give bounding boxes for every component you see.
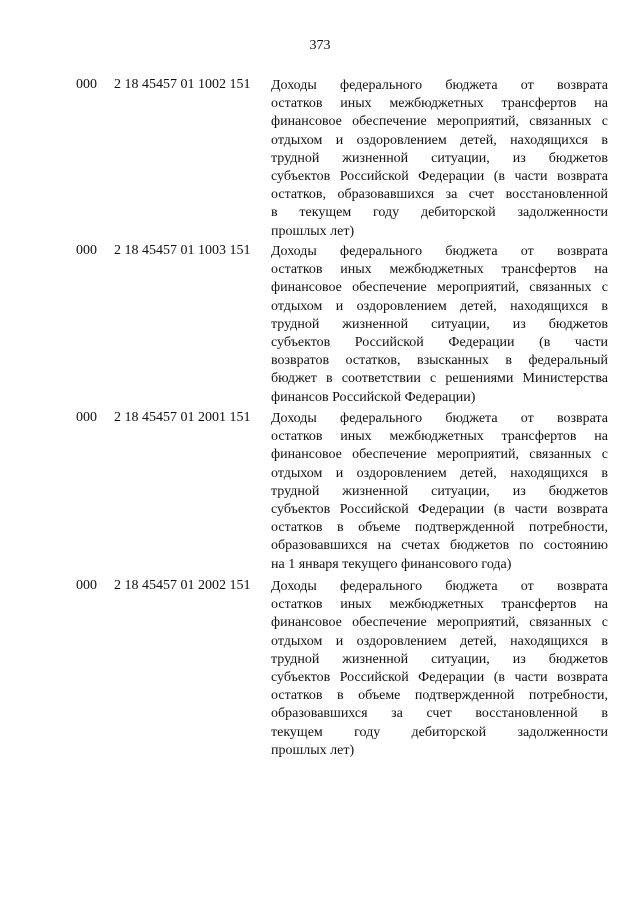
description-line: в текущем году дебиторской задолженности xyxy=(271,205,608,221)
description-line: трудной жизненной ситуации, из бюджетов xyxy=(271,483,608,499)
description-line: остатков иных межбюджетных трансфертов на xyxy=(271,262,608,278)
description-line: финансов Российской Федерации) xyxy=(271,389,476,405)
entry-row xyxy=(0,410,640,578)
description-line: образовавшихся за счет восстановленной в xyxy=(271,706,608,722)
entry-row xyxy=(0,578,640,758)
description-line: отдыхом и оздоровлением детей, находящихся в xyxy=(271,465,608,481)
entry-row xyxy=(0,77,640,243)
description-line: трудной жизненной ситуации, из бюджетов xyxy=(271,150,608,166)
description-line: отдыхом и оздоровлением детей, находящихся в xyxy=(271,298,608,314)
entry-description xyxy=(271,578,608,760)
description-line: возвратов остатков, взысканных в федеральный xyxy=(271,353,608,369)
budget-classification-code: 2 18 45457 01 1002 151 xyxy=(114,77,251,92)
description-line: субъектов Российской Федерации (в части возврата xyxy=(271,169,608,185)
budget-classification-code: 2 18 45457 01 2001 151 xyxy=(114,410,251,425)
budget-classification-code: 2 18 45457 01 2002 151 xyxy=(114,578,251,593)
admin-code: 000 xyxy=(76,578,97,593)
description-line: Доходы федерального бюджета от возврата xyxy=(271,579,608,594)
entries-list xyxy=(0,77,640,758)
admin-code: 000 xyxy=(76,410,97,425)
budget-classification-code: 2 18 45457 01 1003 151 xyxy=(114,243,251,258)
description-line: текущем году дебиторской задолженности xyxy=(271,724,608,740)
description-line: трудной жизненной ситуации, из бюджетов xyxy=(271,316,608,332)
description-line: Доходы федерального бюджета от возврата xyxy=(271,78,608,93)
admin-code: 000 xyxy=(76,77,97,92)
description-line: финансовое обеспечение мероприятий, связанных с xyxy=(271,114,608,130)
description-line: на 1 января текущего финансового года) xyxy=(271,556,512,572)
description-line: трудной жизненной ситуации, из бюджетов xyxy=(271,651,608,667)
description-line: финансовое обеспечение мероприятий, связанных с xyxy=(271,447,608,463)
description-line: остатков иных межбюджетных трансфертов на xyxy=(271,96,608,112)
entry-description xyxy=(271,410,608,574)
entry-description xyxy=(271,77,608,241)
description-line: финансовое обеспечение мероприятий, связанных с xyxy=(271,280,608,296)
entry-description xyxy=(271,243,608,407)
description-line: прошлых лет) xyxy=(271,742,355,758)
admin-code: 000 xyxy=(76,243,97,258)
description-line: субъектов Российской Федерации (в части возврата xyxy=(271,502,608,518)
description-line: отдыхом и оздоровлением детей, находящихся в xyxy=(271,132,608,148)
description-line: остатков иных межбюджетных трансфертов на xyxy=(271,429,608,445)
description-line: финансовое обеспечение мероприятий, связанных с xyxy=(271,615,608,631)
description-line: субъектов Российской Федерации (в части возврата xyxy=(271,670,608,686)
description-line: Доходы федерального бюджета от возврата xyxy=(271,411,608,426)
description-line: остатков в объеме подтвержденной потребности, xyxy=(271,520,608,536)
description-line: бюджет в соответствии с решениями Министерства xyxy=(271,371,608,387)
description-line: субъектов Российской Федерации (в части xyxy=(271,335,608,351)
description-line: остатков, образовавшихся за счет восстановленной xyxy=(271,187,608,203)
description-line: остатков в объеме подтвержденной потребности, xyxy=(271,688,608,704)
description-line: отдыхом и оздоровлением детей, находящихся в xyxy=(271,633,608,649)
page-number: 373 xyxy=(309,38,331,53)
description-line: Доходы федерального бюджета от возврата xyxy=(271,244,608,259)
description-line: остатков иных межбюджетных трансфертов на xyxy=(271,597,608,613)
description-line: образовавшихся на счетах бюджетов по состоянию xyxy=(271,538,608,554)
entry-row xyxy=(0,243,640,410)
description-line: прошлых лет) xyxy=(271,223,355,239)
